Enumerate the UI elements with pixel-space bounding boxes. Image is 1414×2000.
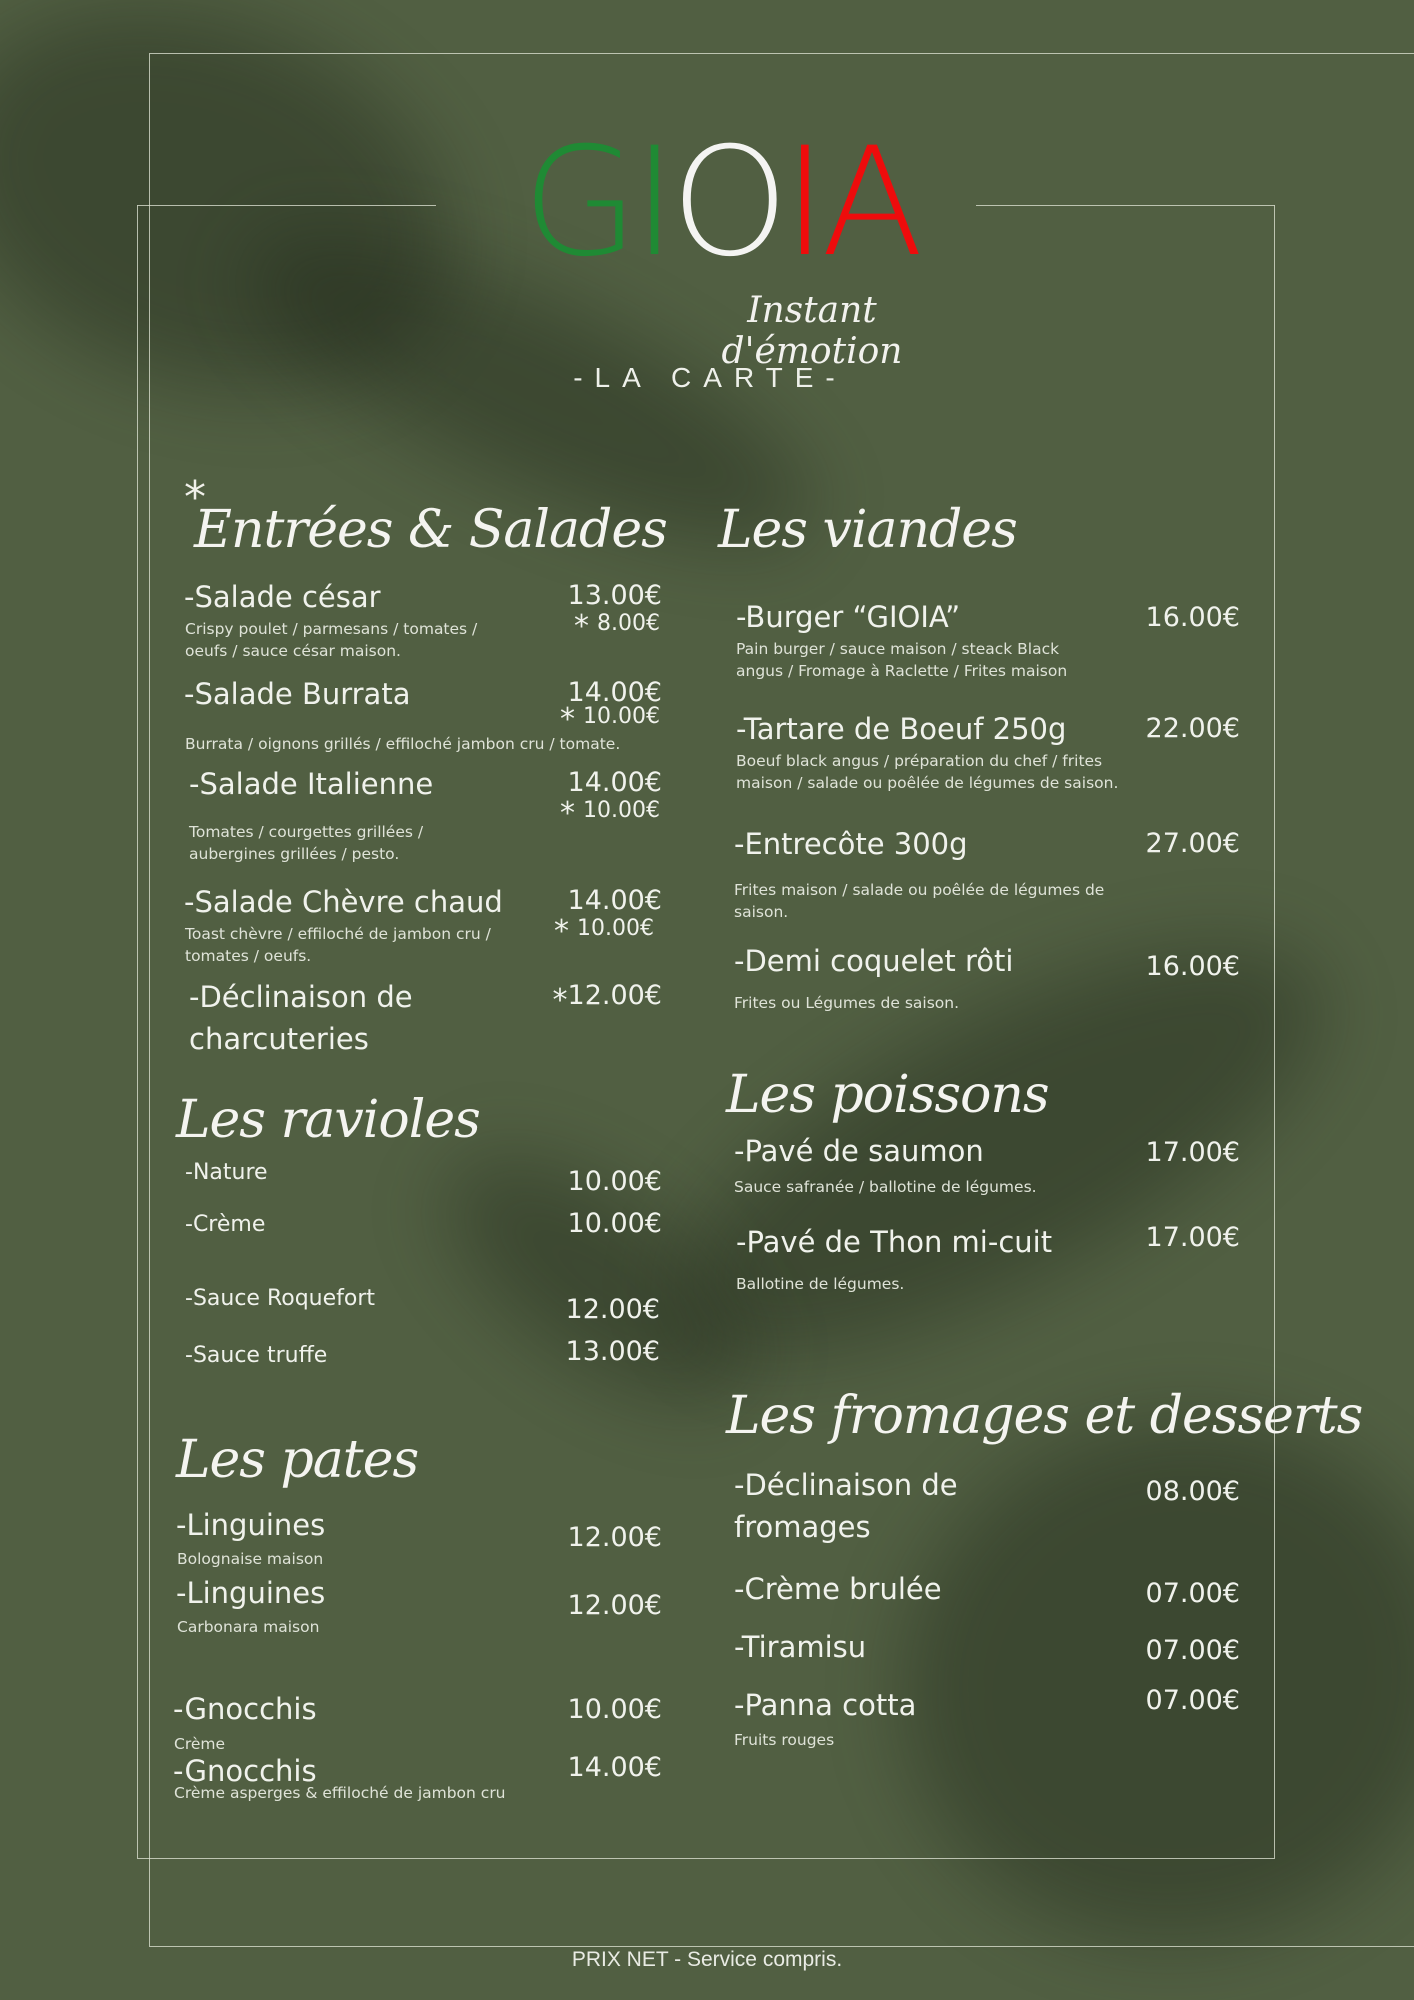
section-star: *: [184, 472, 206, 523]
item-description: Fruits rouges: [734, 1731, 835, 1749]
item-name: fromages: [734, 1510, 871, 1544]
item-description: Pain burger / sauce maison / steack Black angus / Fromage à Raclette / Frites maison: [736, 640, 1068, 680]
item-alt-price: * 10.00€: [560, 796, 660, 831]
frame-top-right-segment: [976, 205, 1275, 206]
item-name: -Salade Burrata: [184, 677, 411, 711]
item-description: Ballotine de légumes.: [736, 1275, 905, 1293]
item-price: 08.00€: [1145, 1476, 1240, 1507]
item-name: -Nature: [185, 1160, 268, 1185]
logo-letter-g: G: [522, 116, 633, 290]
item-price: 10.00€: [567, 1208, 662, 1239]
item-name: -Sauce Roquefort: [185, 1286, 376, 1311]
section-title-poissons: Les poissons: [726, 1065, 1049, 1125]
item-description: Tomates / courgettes grillées / aubergines grillées / pesto.: [189, 823, 424, 863]
section-title-desserts: Les fromages et desserts: [726, 1386, 1363, 1446]
footer-note: PRIX NET - Service compris.: [571, 1948, 843, 1971]
item-alt-price: *12.00€: [552, 980, 662, 1018]
item-name: charcuteries: [189, 1022, 369, 1056]
frame-top-left-segment: [137, 205, 436, 206]
section-title-pates: Les pates: [176, 1430, 419, 1490]
item-description: Burrata / oignons grillés / effiloché jambon cru / tomate.: [185, 735, 621, 753]
item-name: -Pavé de Thon mi-cuit: [736, 1225, 1053, 1259]
item-name: -Déclinaison de: [734, 1468, 958, 1502]
item-name: -Panna cotta: [734, 1688, 917, 1722]
logo-letter-i: I: [782, 116, 822, 290]
item-alt-price: * 10.00€: [560, 702, 660, 737]
item-price: 10.00€: [567, 1694, 662, 1725]
item-price: 17.00€: [1145, 1222, 1240, 1253]
item-name: -Crème brulée: [734, 1572, 942, 1606]
item-price: 14.00€: [567, 677, 662, 708]
brand-logo: [500, 116, 940, 290]
item-description: Carbonara maison: [177, 1618, 320, 1636]
item-price: 07.00€: [1145, 1578, 1240, 1609]
item-name: -Entrecôte 300g: [734, 827, 968, 861]
item-price: 14.00€: [567, 885, 662, 916]
section-title-entrees: Entrées & Salades: [194, 500, 667, 560]
item-name: -Tiramisu: [734, 1630, 867, 1664]
item-alt-price: * 10.00€: [554, 914, 654, 949]
item-price: 14.00€: [567, 767, 662, 798]
item-name: -Gnocchis: [173, 1754, 317, 1788]
item-name: -Salade césar: [184, 580, 381, 614]
item-alt-price: * 8.00€: [574, 609, 660, 644]
item-name: -Déclinaison de: [189, 980, 413, 1014]
item-description: Sauce safranée / ballotine de légumes.: [734, 1178, 1037, 1196]
item-description: Bolognaise maison: [177, 1550, 324, 1568]
item-name: -Crème: [185, 1212, 266, 1237]
item-description: Crème asperges & effiloché de jambon cru: [174, 1784, 506, 1802]
item-price: 16.00€: [1145, 602, 1240, 633]
item-price: 12.00€: [567, 1590, 662, 1621]
logo-letter-a: A: [821, 116, 918, 290]
item-name: -Tartare de Boeuf 250g: [736, 712, 1067, 746]
item-name: -Burger “GIOIA”: [736, 600, 961, 634]
item-name: -Sauce truffe: [185, 1343, 328, 1368]
item-price: 07.00€: [1145, 1635, 1240, 1666]
item-price: 22.00€: [1145, 713, 1240, 744]
item-price: 13.00€: [567, 580, 662, 611]
logo-letter-i: I: [632, 116, 671, 290]
item-price: 17.00€: [1145, 1137, 1240, 1168]
item-price: 07.00€: [1145, 1685, 1240, 1716]
item-name: -Gnocchis: [173, 1692, 317, 1726]
item-name: -Linguines: [176, 1508, 326, 1542]
item-price: 13.00€: [565, 1336, 660, 1367]
item-name: -Pavé de saumon: [734, 1134, 984, 1168]
item-price: 12.00€: [565, 1294, 660, 1325]
item-description: Frites ou Légumes de saison.: [734, 994, 960, 1012]
item-price: 12.00€: [567, 1522, 662, 1553]
item-name: -Demi coquelet rôti: [734, 944, 1014, 978]
item-price: 27.00€: [1145, 828, 1240, 859]
logo-letter-o: O: [670, 116, 783, 290]
item-description: Toast chèvre / effiloché de jambon cru / tomates / oeufs.: [185, 925, 491, 965]
item-name: -Linguines: [176, 1576, 326, 1610]
item-name: -Salade Chèvre chaud: [184, 885, 503, 919]
item-description: Frites maison / salade ou poêlée de légumes de saison.: [734, 881, 1105, 921]
menu-subtitle: -LA CARTE-: [573, 362, 847, 393]
item-description: Crème: [174, 1735, 226, 1753]
tagline: Instant d'émotion: [721, 290, 903, 372]
item-name: -Salade Italienne: [189, 767, 434, 801]
item-description: Crispy poulet / parmesans / tomates / oeufs / sauce césar maison.: [185, 620, 478, 660]
item-price: 14.00€: [567, 1752, 662, 1783]
section-title-ravioles: Les ravioles: [176, 1090, 480, 1150]
section-title-viandes: Les viandes: [718, 500, 1017, 560]
item-description: Boeuf black angus / préparation du chef / frites maison / salade ou poêlée de légumes de saison.: [736, 752, 1119, 792]
item-price: 10.00€: [567, 1166, 662, 1197]
item-price: 16.00€: [1145, 951, 1240, 982]
